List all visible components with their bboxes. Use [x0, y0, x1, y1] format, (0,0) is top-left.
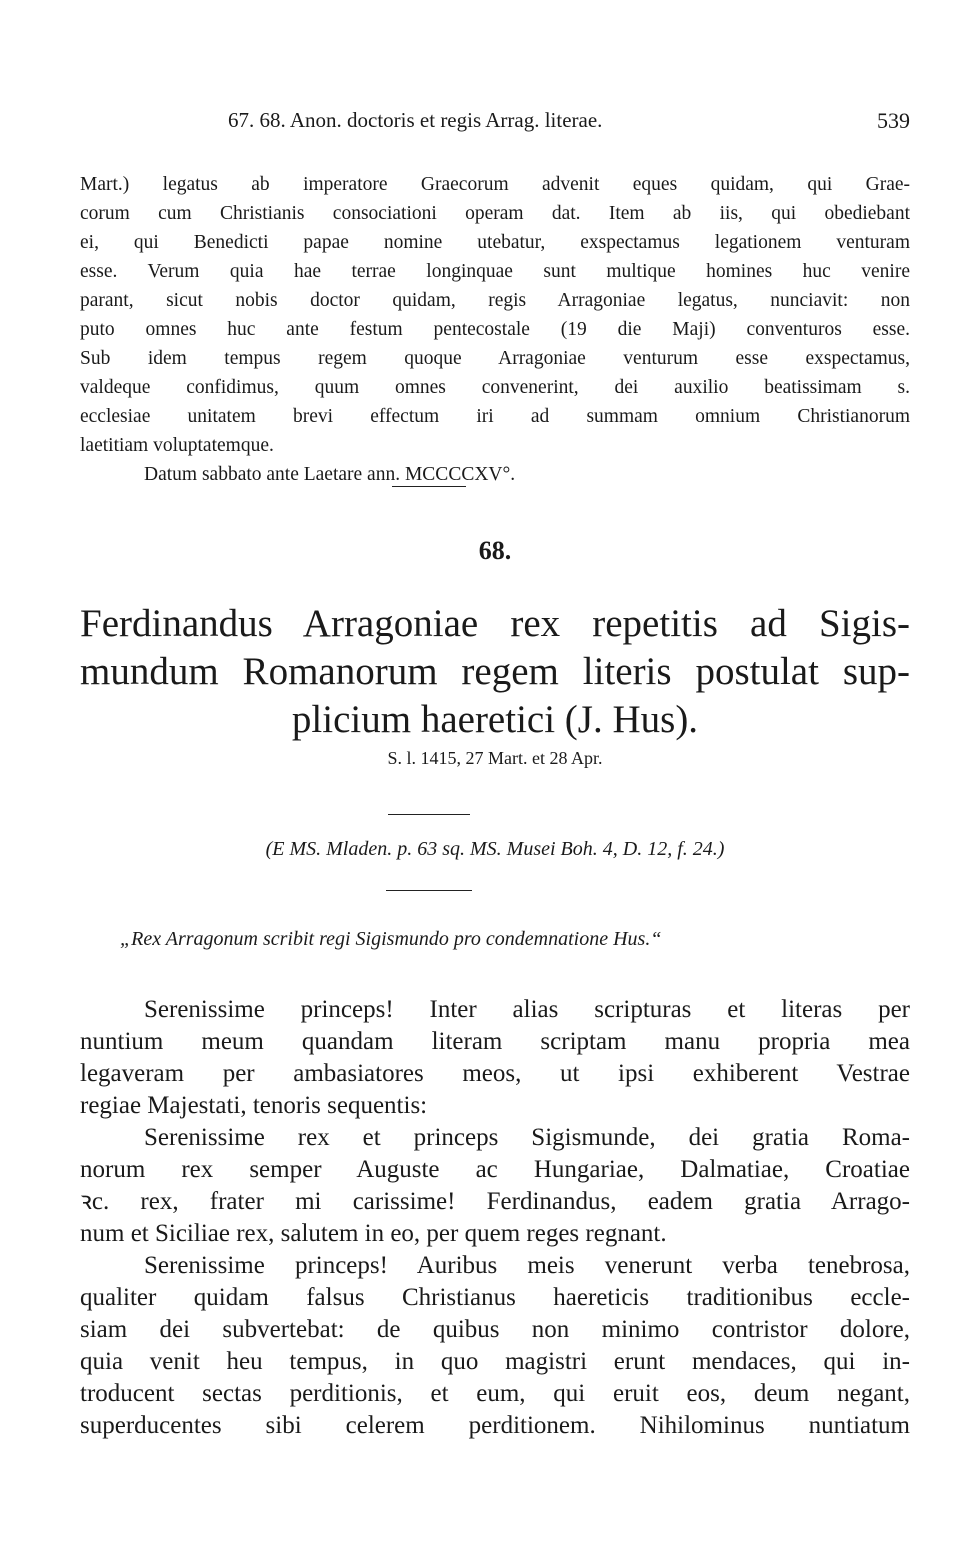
text-line: parant, sicut nobis doctor quidam, regis Arragoniae legatus, nunciavit: non: [80, 290, 910, 311]
dateline: S. l. 1415, 27 Mart. et 28 Apr.: [387, 748, 603, 768]
text-line: puto omnes huc ante festum pentecostale (19 die Maji) conventuros esse.: [80, 319, 910, 340]
text-line: num et Siciliae rex, salutem in eo, per quem reges regnant.: [80, 1220, 667, 1247]
text-line: ꝛc. rex, frater mi carissime! Ferdinandus, eadem gratia Arrago-: [80, 1188, 910, 1215]
text-line: esse. Verum quia hae terrae longinquae sunt multique homines huc venire: [80, 261, 910, 282]
text-line: norum rex semper Auguste ac Hungariae, Dalmatiae, Croatiae: [80, 1156, 910, 1183]
document-page: [80, 0, 910, 1554]
text-line: ecclesiae unitatem brevi effectum iri ad summam omnium Christianorum: [80, 406, 910, 427]
text-line: laetitiam voluptatemque.: [80, 435, 274, 456]
text-line: ei, qui Benedicti papae nomine utebatur, exspectamus legationem venturam: [80, 232, 910, 253]
text-line: siam dei subvertebat: de quibus non minimo contristor dolore,: [80, 1316, 910, 1343]
text-line: troducent sectas perditionis, et eum, qui eruit eos, deum negant,: [80, 1380, 910, 1407]
text-line: corum cum Christianis consociationi operam dat. Item ab iis, qui obediebant: [80, 203, 910, 224]
divider: [386, 890, 472, 891]
text-line: quia venit heu tempus, in quo magistri erunt mendaces, qui in-: [80, 1348, 910, 1375]
rubric: „Rex Arragonum scribit regi Sigismundo pro condemnatione Hus.“: [120, 928, 662, 950]
text-line: legaveram per ambasiatores meos, ut ipsi exhiberent Vestrae: [80, 1060, 910, 1087]
text-line: qualiter quidam falsus Christianus haereticis traditionibus eccle-: [80, 1284, 910, 1311]
previous-letter-text: [80, 170, 910, 489]
text-line: valdeque confidimus, quum omnes convenerint, dei auxilio beatissimam s.: [80, 377, 910, 398]
text-line: regiae Majestati, tenoris sequentis:: [80, 1092, 428, 1119]
text-line: Serenissime rex et princeps Sigismunde, dei gratia Roma-: [144, 1124, 910, 1151]
dating-line: Datum sabbato ante Laetare ann. MCCCCXV°.: [144, 464, 516, 485]
heading-line: mundum Romanorum regem literis postulat sup-: [80, 650, 910, 693]
section-divider: [392, 486, 466, 487]
heading-line: Ferdinandus Arragoniae rex repetitis ad Sigis-: [80, 602, 910, 645]
document-number: 68.: [478, 536, 512, 565]
document-heading: [80, 600, 910, 744]
text-line: nuntium meum quandam literam scriptam manu propria mea: [80, 1028, 910, 1055]
source-reference: (E MS. Mladen. p. 63 sq. MS. Musei Boh. 4, D. 12, f. 24.): [265, 838, 725, 860]
letter-text: [80, 994, 910, 1442]
text-line: Sub idem tempus regem quoque Arragoniae venturum esse exspectamus,: [80, 348, 910, 369]
running-title: 67. 68. Anon. doctoris et regis Arrag. literae.: [228, 108, 603, 132]
text-line: Mart.) legatus ab imperatore Graecorum advenit eques quidam, qui Grae-: [80, 174, 910, 195]
text-line: Serenissime princeps! Inter alias scripturas et literas per: [144, 996, 910, 1023]
running-header: [80, 108, 910, 138]
divider: [388, 814, 470, 815]
text-line: superducentes sibi celerem perditionem. Nihilominus nuntiatum: [80, 1412, 910, 1439]
text-line: Serenissime princeps! Auribus meis venerunt verba tenebrosa,: [144, 1252, 910, 1279]
page-number: 539: [877, 108, 910, 133]
heading-line: plicium haeretici (J. Hus).: [291, 698, 699, 741]
